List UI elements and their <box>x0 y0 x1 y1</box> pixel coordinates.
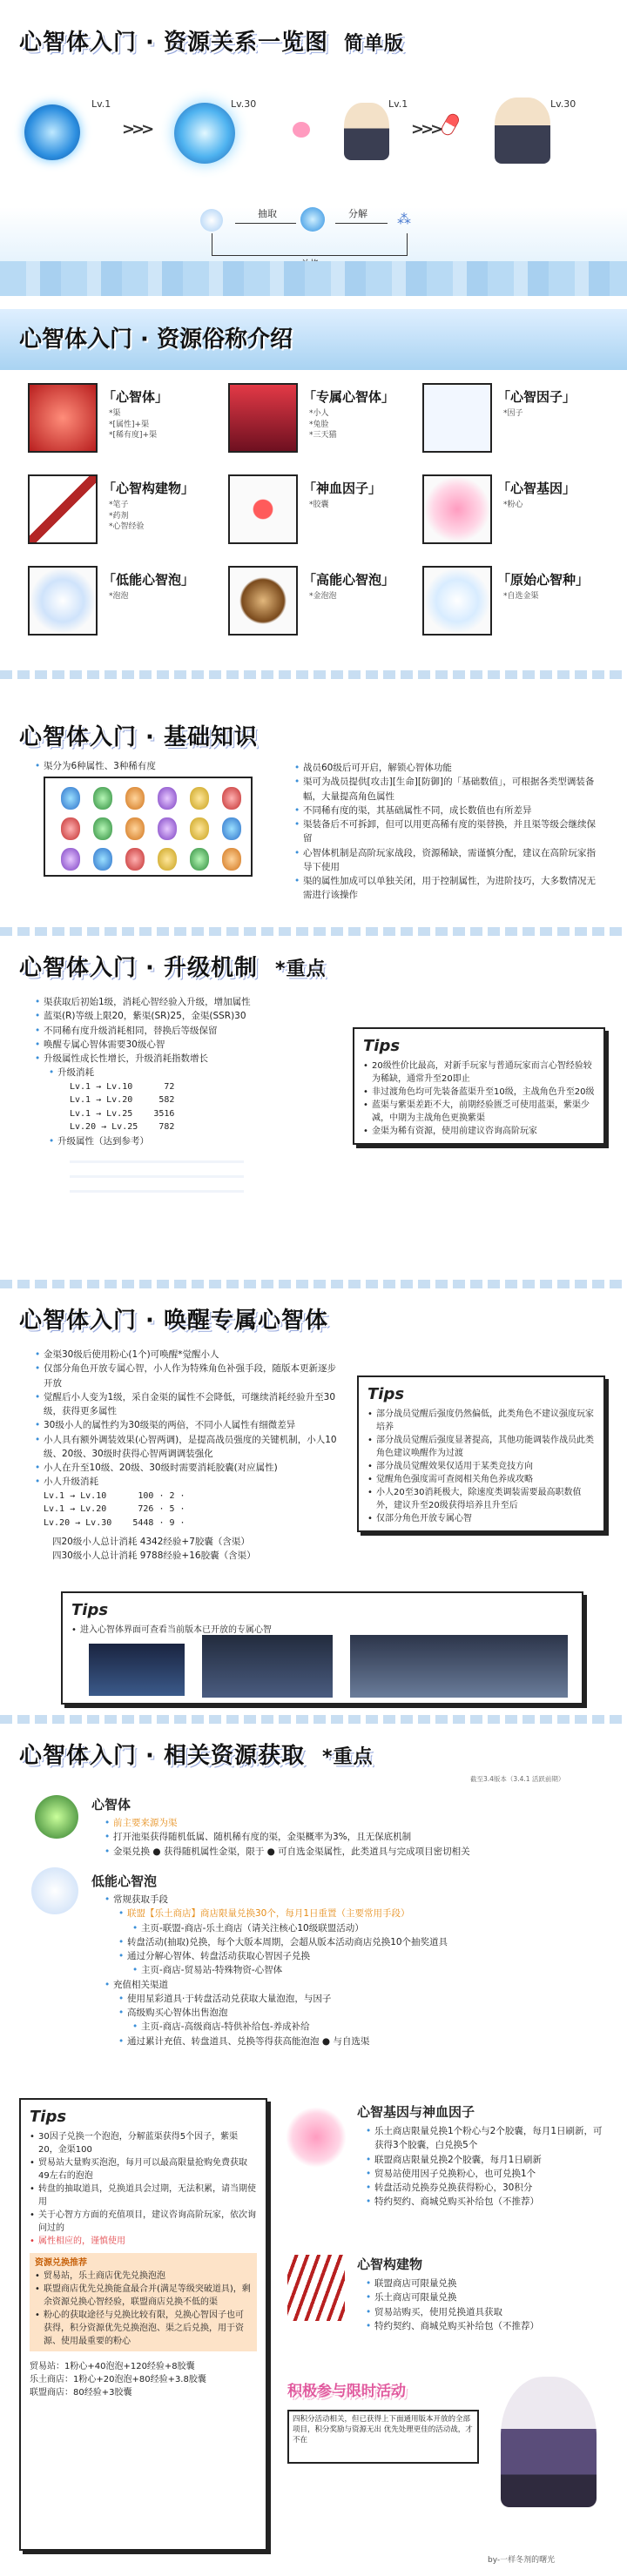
awaken-item: • 小人具有额外调装效果(心智两调)，是提高战员强度的关键机制，小人10级、20级、30级时获得心智两调调装强化 <box>35 1433 344 1462</box>
card-image-high-bubble <box>228 566 298 636</box>
screenshot-thumb <box>350 1635 568 1698</box>
gem-icon <box>93 817 112 840</box>
card-desc: *小人 *兔脸 *三天猫 <box>309 409 337 441</box>
upgrade-item: • 升级消耗 <box>49 1066 348 1079</box>
page-title <box>19 26 404 60</box>
bubble-icon <box>200 209 223 232</box>
basics-item: • 心智体机制是高阶玩家战段，资源稀缺，需谨慎分配，建议在高阶玩家指导下使用 <box>294 846 599 875</box>
cost-row: Lv.1 → Lv.20 582 <box>70 1095 175 1106</box>
card-title: 「神血因子」 <box>303 481 382 496</box>
cost-row: Lv.20 → Lv.25 782 <box>70 1122 175 1133</box>
divider-strip <box>0 1280 627 1288</box>
title-star: *重点 <box>322 1746 374 1768</box>
event-desc: 四积分活动相关，但已获得上下面通用版本开放的全部项目，积分奖励与资源无出 优先处理更佳的活动战，才不在 <box>293 2415 473 2445</box>
awaken-item: • 仅部分角色开放专属心智，小人作为特殊角色补强手段，随版本更新逐步开放 <box>35 1362 344 1390</box>
version-note: 截至3.4版本（3.4.1 活跃前期） <box>470 1775 565 1783</box>
card-desc: *胶囊 <box>309 501 329 509</box>
mind-orb-small <box>300 207 325 232</box>
tips-item: • 部分战员觉醒效果仅适用于某类竞技方向 <box>367 1460 595 1473</box>
basics-list <box>294 761 599 903</box>
card-title: 「原始心智种」 <box>497 572 590 588</box>
upgrade-item: • 渠获取后初始1级，消耗心智经验入升级，增加属性 <box>35 995 348 1009</box>
upgrade-list <box>35 995 348 1194</box>
sum-line: 四30级小人总计消耗 9788经验+16胶囊（含渠） <box>52 1550 256 1562</box>
lv1-label-2: Lv.1 <box>388 98 408 110</box>
gene-item: • 乐土商店限量兑换1个粉心与2个胶囊，每月1日刷新，可获得3个胶囊，白兑换5个 <box>366 2124 610 2153</box>
card-desc: *笔子 *药剂 *心智经验 <box>109 501 145 532</box>
basics-item: • 渠可为战员提供[攻击][生命][防御]的「基础数值」，可根据各类型调装备幅，大量提高角色属性 <box>294 775 599 804</box>
section-resource-overview <box>0 0 627 296</box>
mind-icon <box>35 1795 78 1839</box>
gem-icon <box>61 848 80 871</box>
section-title <box>19 952 327 985</box>
capsule-icon <box>439 111 461 138</box>
upgrade-item: • 不同稀有度升级消耗相同，替换后等级保留 <box>35 1024 348 1038</box>
tips-item: • 20级性价比最高，对新手玩家与普通玩家而言心智经验较为稀缺，通常升至20即止 <box>363 1059 595 1086</box>
absorb-label: 抽取 <box>258 208 277 219</box>
tips-item: • 仅部分角色开放专属心智 <box>367 1512 595 1525</box>
lv30-label-2: Lv.30 <box>550 98 576 110</box>
gem-icon <box>222 787 241 810</box>
upgrade-item: • 蓝渠(R)等级上限20，紫渠(SR)25，金渠(SSR)30 <box>35 1009 348 1023</box>
card-desc: *泡泡 <box>109 592 129 601</box>
build-item: • 联盟商店可限量兑换 <box>366 2277 610 2290</box>
awaken-item: • 觉醒后小人变为1级，采自金渠的属性不会降低，可继续消耗经验升至30级，获得更多属性 <box>35 1390 344 1419</box>
block-title: 心智构建物 <box>357 2257 423 2272</box>
upgrade-item: • 唤醒专属心智体需要30级心智 <box>35 1038 348 1052</box>
shop-line: 贸易站：1粉心+40泡泡+120经验+8胶囊 <box>30 2362 195 2371</box>
gene-image <box>286 2107 347 2168</box>
lv1-label: Lv.1 <box>91 98 111 110</box>
tips-title: Tips <box>71 1601 109 1619</box>
mind-item: • 打开池渠获得随机低属、随机稀有度的渠，金渠概率为3%，且无保底机制 <box>104 1830 601 1844</box>
arrow-icon-2: >>> <box>411 120 441 138</box>
card-image-build <box>28 474 98 544</box>
recommend-box <box>30 2253 257 2351</box>
screenshot-thumb <box>89 1644 185 1696</box>
card-title: 「低能心智泡」 <box>103 572 195 588</box>
bubble-list <box>104 1893 601 2048</box>
card-title: 「心智构建物」 <box>103 481 195 496</box>
lead-item: • 渠分为6种属性、3种稀有度 <box>35 759 156 773</box>
gene-item: • 转盘活动兑换券兑换获得粉心，30积分 <box>366 2181 610 2195</box>
title-text: 心智体入门 · 升级机制 <box>19 955 258 981</box>
event-title: 积极参与限时活动 <box>287 2383 406 2400</box>
gem-icon <box>125 787 145 810</box>
tips-item: • 转盘的抽取道具，兑换道具会过期，无法积累，请当期使用 <box>30 2183 257 2209</box>
divider-strip <box>0 927 627 936</box>
card-image-exclusive <box>228 383 298 453</box>
card-title: 「专属心智体」 <box>303 389 395 405</box>
build-item: • 乐土商店可限量兑换 <box>366 2290 610 2304</box>
gem-icon <box>61 817 80 840</box>
build-item: • 特约契约、商城兑购买补给包（不推荐） <box>366 2319 610 2333</box>
shop-line: 联盟商店：80经验+3胶囊 <box>30 2388 132 2398</box>
upgrade-item: • 升级属性成长性增长，升级消耗指数增长 <box>35 1052 348 1066</box>
footer-credit: by-一样冬剂的曙光 <box>488 2556 556 2565</box>
card-desc: *粉心 <box>503 501 523 509</box>
nickname-cards <box>0 370 627 657</box>
acquisition-tips <box>19 2098 267 2551</box>
basics-item: • 渠的属性加成可以单独关闭，用于控制属性，为进阶技巧，大多数情况无需进行该操作 <box>294 874 599 903</box>
title-text: 心智体入门 · 资源关系一览图 <box>19 30 328 56</box>
mind-orb-lv30 <box>174 103 235 164</box>
section-title: 心智体入门 · 基础知识 <box>19 724 258 750</box>
tips-item: • 进入心智体界面可查看当前版本已开放的专属心智 <box>71 1624 573 1637</box>
gem-icon <box>158 787 177 810</box>
build-list <box>366 2277 610 2333</box>
gem-icon <box>93 787 112 810</box>
tips-item: • 30因子兑换一个泡泡，分解蓝渠获得5个因子，紫渠20，金渠100 <box>30 2130 257 2156</box>
card-image-capsule <box>228 474 298 544</box>
cost-row: Lv.20 → Lv.30 5448 · 9 · <box>44 1517 185 1528</box>
awaken-tips <box>357 1375 605 1532</box>
section-title: 心智体入门 · 资源俗称介绍 <box>19 326 293 353</box>
section-title <box>19 1739 374 1773</box>
bubble-item: • 充值相关渠道 <box>104 1978 601 1992</box>
card-desc: *金泡泡 <box>309 592 337 601</box>
awaken-item: • 小人升级消耗 <box>35 1475 344 1489</box>
card-image-seed <box>422 566 492 636</box>
bubble-item: • 主页-联盟-商店-乐土商店（请关注核心10级联盟活动） <box>132 1921 601 1935</box>
section-acquisition <box>0 1732 627 2576</box>
cost-row: Lv.1 → Lv.10 100 · 2 · <box>44 1490 185 1501</box>
bubble-icon <box>31 1867 78 1914</box>
chibi-character-lv1 <box>344 103 389 160</box>
chibi-character-lv30 <box>495 98 550 164</box>
build-item: • 贸易站购买，使用兑换道具获取 <box>366 2305 610 2319</box>
city-skyline <box>0 261 627 296</box>
card-title: 「心智基因」 <box>497 481 576 496</box>
mind-orb-lv1 <box>24 104 80 160</box>
recommend-item: • 联盟商店优先兑换能盒最合并(满足等级突破道具)，剩余资源兑换心智经验，联盟商店兑换不低的渠 <box>35 2283 252 2309</box>
recommend-item: • 贸易站，乐土商店优先兑换泡泡 <box>35 2270 252 2283</box>
tips-title: Tips <box>363 1037 401 1055</box>
gem-icon <box>190 787 209 810</box>
tips-item: • 部分战员觉醒后强度显著提高，其他功能调装作战员此类角色建议唤醒作为过渡 <box>367 1434 595 1460</box>
section-title: 心智体入门 · 唤醒专属心智体 <box>19 1308 328 1334</box>
gem-icon <box>190 848 209 871</box>
card-image-low-bubble <box>28 566 98 636</box>
pink-heart-icon <box>293 122 310 138</box>
arrow-line <box>235 223 296 224</box>
tips-item: • 小人20至30消耗极大，除速度类调装需要最高职数值外，建议升至20级获得培养且升至后 <box>367 1486 595 1512</box>
cost-row: Lv.1 → Lv.10 72 <box>70 1081 175 1092</box>
gem-icon <box>93 848 112 871</box>
attr-formula-lines <box>70 1148 244 1194</box>
tips-item: • 非过渡角色均可先装备蓝渠升至10级，主战角色升至20级 <box>363 1086 595 1099</box>
card-title: 「心智体」 <box>103 389 169 405</box>
decompose-label: 分解 <box>348 208 367 219</box>
lead-text <box>35 759 156 773</box>
gem-icon <box>61 787 80 810</box>
title-star: *重点 <box>275 958 327 980</box>
sum-line: 四20级小人总计消耗 4342经验+7胶囊（含渠） <box>52 1537 250 1548</box>
tips-item: • 贸易站大量购买泡泡，每月可以最高限量抢购免费获取49左右的泡泡 <box>30 2156 257 2183</box>
basics-item: • 战员60级后可开启，解锁心智体功能 <box>294 761 599 775</box>
section-awaken <box>0 1297 627 1715</box>
gene-item: • 贸易站使用因子兑换粉心，也可兑换1个 <box>366 2167 610 2181</box>
tips-item: • 部分战员觉醒后强度仍然偏低，此类角色不建议强度玩家培养 <box>367 1408 595 1434</box>
section-header-nicknames <box>0 309 627 370</box>
block-title: 心智体 <box>91 1797 131 1813</box>
upgrade-tips <box>353 1027 605 1145</box>
tips-item: • 蓝渠与紫渠差距不大，前期经验匮乏可使用蓝渠，紫渠少减，中期为主战角色更换紫渠 <box>363 1099 595 1125</box>
bubble-item: • 使用星彩道具·于转盘活动兑获取大量泡泡，与因子 <box>118 1992 601 2006</box>
awaken-item: • 金渠30级后使用粉心(1个)可唤醒*觉醒小人 <box>35 1348 344 1362</box>
card-image-factor <box>422 383 492 453</box>
bubble-item: • 主页-商店-贸易站-特殊物资-心智体 <box>132 1963 601 1977</box>
gem-icon <box>158 817 177 840</box>
gene-list <box>366 2124 610 2209</box>
tips-item: • 属性相应的，谨慎使用 <box>30 2235 257 2248</box>
card-image-gene <box>422 474 492 544</box>
card-desc: *自选金渠 <box>503 592 539 601</box>
recommend-title: 资源兑换推荐 <box>35 2258 87 2268</box>
tips-title: Tips <box>367 1385 405 1403</box>
bubble-item: • 高级购买心智体出售泡泡 <box>118 2006 601 2020</box>
bubble-item: • 转盘活动(抽取)兑换，每个大版本周期，会超从版本活动商店兑换10个抽奖道具 <box>118 1935 601 1949</box>
gem-icon <box>125 848 145 871</box>
chibi-mascot <box>501 2377 597 2507</box>
bubble-item: • 主页-商店-高级商店-特供补给包-养成补给 <box>132 2020 601 2034</box>
tips-title: Tips <box>30 2108 67 2126</box>
mind-item: • 前主要来源为渠 <box>104 1816 601 1830</box>
bubble-item: • 通过累计充值、转盘道具、兑换等得获高能泡泡 ● 与自选渠 <box>118 2035 601 2048</box>
arrow-icon: >>> <box>122 120 152 138</box>
card-desc: *渠 *[属性]+渠 *[稀有度]+渠 <box>109 409 158 441</box>
block-title: 心智基因与神血因子 <box>357 2104 475 2120</box>
gem-grid <box>44 777 253 877</box>
card-title: 「高能心智泡」 <box>303 572 395 588</box>
arrow-line-2 <box>335 223 388 224</box>
gem-icon <box>190 817 209 840</box>
screenshot-thumb <box>202 1635 333 1698</box>
bubble-item: • 联盟【乐土商店】商店限量兑换30个，每月1日重置（主要常用手段） <box>118 1907 601 1920</box>
title-tag: 简单版 <box>344 33 405 55</box>
attr-label: • 升级属性（达到参考） <box>49 1134 348 1148</box>
factor-icon: ⁂ <box>397 211 411 227</box>
gem-icon <box>125 817 145 840</box>
gene-item: • 特约契约、商城兑购买补给包（不推荐） <box>366 2195 610 2209</box>
awaken-cost-table <box>44 1490 344 1530</box>
card-desc: *因子 <box>503 409 523 418</box>
build-image <box>287 2255 345 2321</box>
cost-row: Lv.1 → Lv.20 726 · 5 · <box>44 1504 185 1515</box>
card-title: 「心智因子」 <box>497 389 576 405</box>
tips-item: • 觉醒角色强度需可查阅相关角色养成攻略 <box>367 1473 595 1486</box>
gene-item: • 联盟商店限量兑换2个胶囊，每月1日刷新 <box>366 2153 610 2167</box>
section-basics <box>0 714 627 923</box>
awaken-list <box>35 1348 344 1564</box>
lv30-label: Lv.30 <box>231 98 257 110</box>
tips-item: • 关于心智方方面的充值项目，建议咨询高阶玩家，依次询问过的 <box>30 2209 257 2235</box>
mind-list <box>104 1816 601 1859</box>
divider-strip <box>0 670 627 679</box>
gem-icon <box>222 817 241 840</box>
awaken-tips-2 <box>61 1591 583 1705</box>
divider-strip <box>0 1715 627 1724</box>
tips-item: • 金渠为稀有资源，使用前建议咨询高阶玩家 <box>363 1125 595 1138</box>
awaken-item: • 小人在升至10级、20级、30级时需要消耗胶囊(对应属性) <box>35 1461 344 1475</box>
event-desc-box <box>287 2410 479 2464</box>
title-text: 心智体入门 · 相关资源获取 <box>19 1743 305 1769</box>
bubble-head: • 常规获取手段 <box>104 1893 601 1907</box>
card-image-mind <box>28 383 98 453</box>
shop-summary <box>30 2360 257 2399</box>
gem-icon <box>222 848 241 871</box>
gem-icon <box>158 848 177 871</box>
shop-line: 乐土商店：1粉心+20泡泡+80经验+3.8胶囊 <box>30 2375 206 2384</box>
block-title: 低能心智泡 <box>91 1873 158 1889</box>
cost-table <box>70 1080 348 1134</box>
bubble-item: • 通过分解心智体、转盘活动获取心智因子兑换 <box>118 1949 601 1963</box>
basics-item: • 渠装备后不可拆卸，但可以用更高稀有度的渠替换，并且渠等级会继续保留 <box>294 817 599 846</box>
cost-row: Lv.1 → Lv.25 3516 <box>70 1108 175 1119</box>
basics-item: • 不同稀有度的渠，其基础属性不同，成长数值也有所差异 <box>294 804 599 817</box>
mind-item: • 金渠兑换 ● 获得随机属性金渠，限于 ● 可自选金渠属性，此类道具与完成项目密切相关 <box>104 1845 601 1859</box>
section-upgrade <box>0 945 627 1293</box>
awaken-item: • 30级小人的属性约为30级渠的两倍，不同小人属性有细微差异 <box>35 1418 344 1432</box>
exchange-loop <box>212 233 408 256</box>
recommend-item: • 粉心的获取途径与兑换比较有限，兑换心智因子也可获得，积分资源优先兑换泡泡、渠之后兑换，用于资源、使用最重要的粉心 <box>35 2309 252 2348</box>
